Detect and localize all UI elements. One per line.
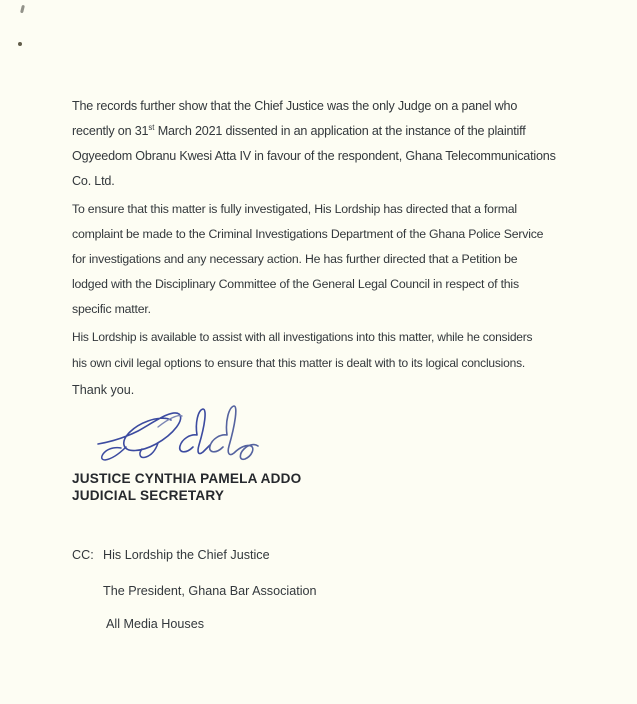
cc-row [72, 548, 270, 562]
signature-stroke [98, 413, 181, 451]
signature-stroke [180, 409, 210, 454]
signature-stroke [210, 406, 258, 459]
paragraph-assistance [72, 324, 578, 376]
paragraph-line: lodged with the Disciplinary Committee of the General Legal Council in respect of this [72, 277, 519, 291]
paragraph-line: Co. Ltd. [72, 174, 115, 188]
scan-artifact-dot [18, 42, 22, 46]
paragraph-line: complaint be made to the Criminal Investigations Department of the Ghana Police Service [72, 227, 544, 241]
paragraph-line: specific matter. [72, 302, 151, 316]
paragraph-investigation [72, 197, 578, 322]
paragraph-line: Ogyeedom Obranu Kwesi Atta IV in favour of the respondent, Ghana Telecommunications [72, 149, 556, 163]
cc-row [72, 584, 317, 598]
signatory-name: JUSTICE CYNTHIA PAMELA ADDO [72, 471, 302, 486]
paragraph-line: To ensure that this matter is fully investigated, His Lordship has directed that a formal [72, 202, 517, 216]
cc-label: CC: [72, 548, 94, 562]
cc-recipient: The President, Ghana Bar Association [103, 584, 317, 598]
paragraph-line: recently on 31st March 2021 dissented in an application at the instance of the plaintiff [72, 122, 526, 138]
cc-recipient: All Media Houses [106, 617, 204, 631]
cc-recipient: His Lordship the Chief Justice [103, 548, 270, 562]
cc-row [72, 617, 204, 631]
scan-artifact-mark [20, 5, 24, 13]
paragraph-line: His Lordship is available to assist with all investigations into this matter, while he considers [72, 330, 533, 344]
closing-thanks: Thank you. [72, 383, 135, 397]
signatory-title: JUDICIAL SECRETARY [72, 488, 225, 503]
paragraph-line: his own civil legal options to ensure that this matter is dealt with to its logical conclusions. [72, 356, 526, 370]
paragraph-records [72, 94, 578, 194]
paragraph-line: The records further show that the Chief Justice was the only Judge on a panel who [72, 99, 518, 113]
paragraph-line: for investigations and any necessary action. He has further directed that a Petition be [72, 252, 518, 266]
signatory-block [72, 470, 578, 504]
signature-image [96, 401, 264, 471]
signature-stroke [102, 447, 126, 460]
ordinal-superscript: st [148, 122, 155, 132]
